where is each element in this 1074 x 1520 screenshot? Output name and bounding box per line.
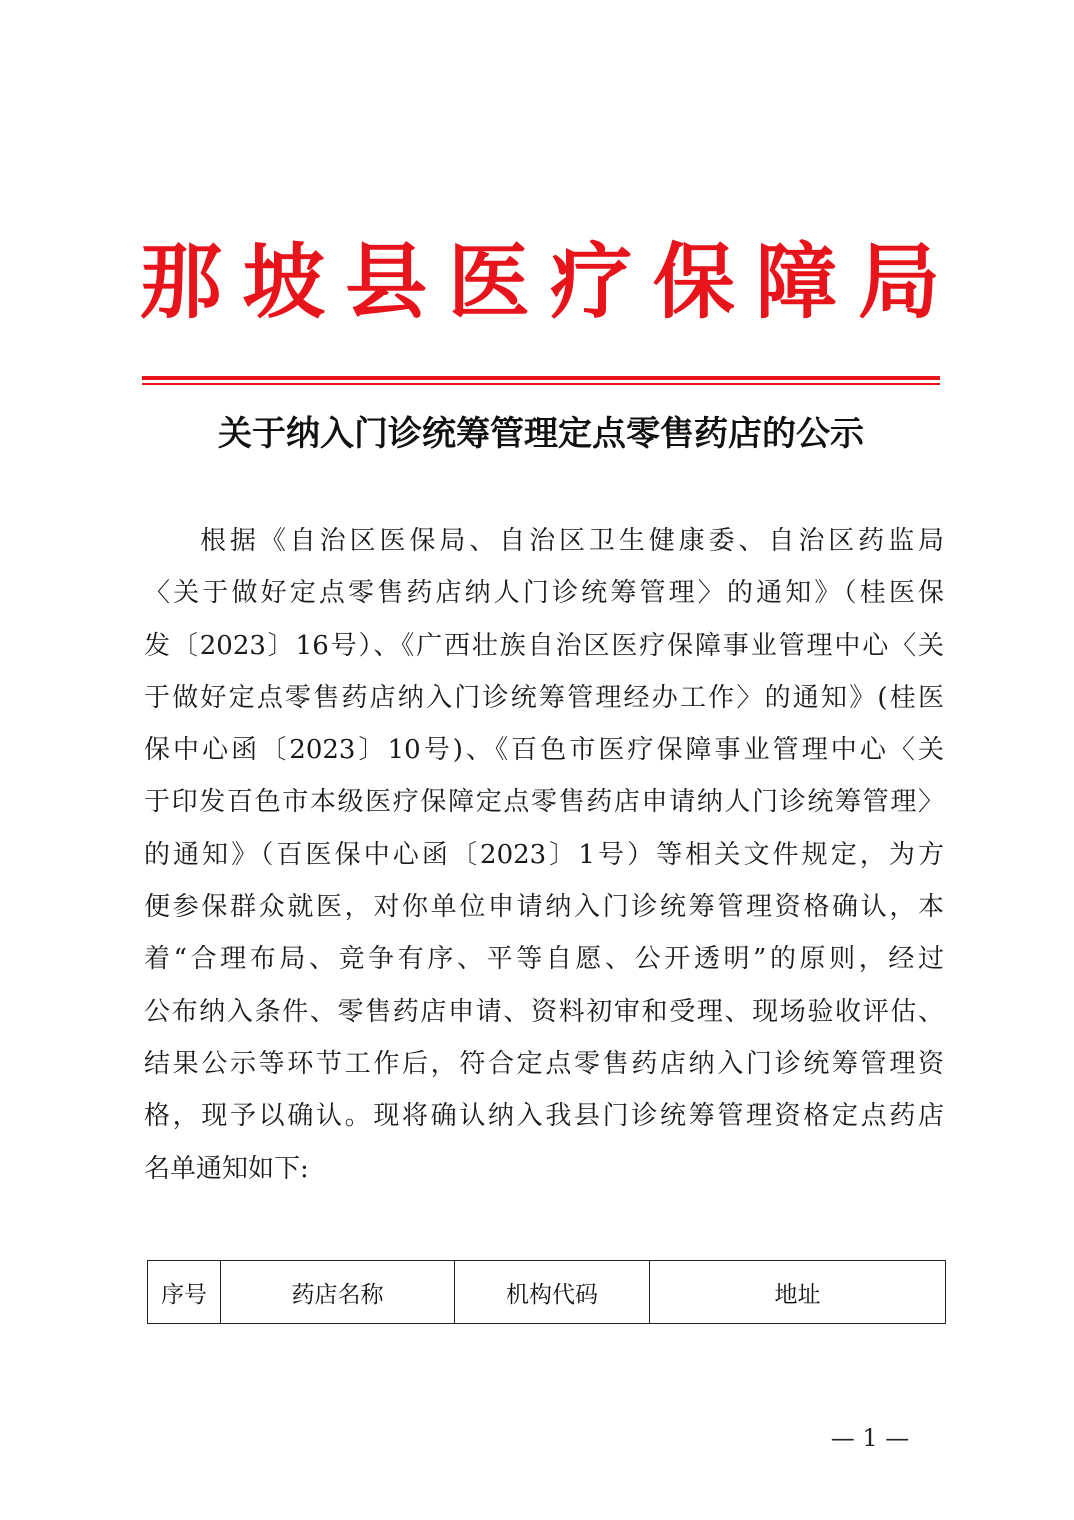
table-header-row	[148, 1261, 946, 1324]
org-title-char: 疗	[550, 234, 633, 330]
body-line: 公布纳入条件、零售药店申请、资料初审和受理、现场验收评估、	[144, 996, 944, 1027]
org-title-char: 障	[755, 234, 838, 330]
body-line: 的通知》（百医保中心函〔2023〕1号）等相关文件规定，为方	[144, 839, 944, 870]
page-number: — 1 —	[830, 1424, 910, 1452]
org-title-char: 局	[857, 234, 940, 330]
column-header-institution-code: 机构代码	[455, 1261, 650, 1324]
body-line: 保中心函〔2023〕10号)、《百色市医疗保障事业管理中心〈关	[144, 735, 944, 766]
body-line: 格，现予以确认。现将确认纳入我县门诊统筹管理资格定点药店	[144, 1101, 944, 1132]
body-line: 结果公示等环节工作后，符合定点零售药店纳入门诊统筹管理资	[144, 1048, 944, 1079]
body-line: 〈关于做好定点零售药店纳人门诊统筹管理〉的通知》（桂医保	[144, 578, 944, 609]
issuing-organization-title	[140, 232, 940, 332]
org-title-char: 县	[345, 234, 428, 330]
document-title: 关于纳入门诊统筹管理定点零售药店的公示	[218, 414, 864, 454]
body-line: 便参保群众就医，对你单位申请纳入门诊统筹管理资格确认，本	[144, 892, 944, 923]
body-line: 于做好定点零售药店纳入门诊统筹管理经办工作〉的通知》(桂医	[144, 682, 944, 713]
pharmacy-list-table	[147, 1260, 946, 1324]
body-line: 发〔2023〕16号）、《广西壮族自治区医疗保障事业管理中心〈关	[144, 630, 944, 661]
body-line: 着“合理布局、竞争有序、平等自愿、公开透明”的原则，经过	[144, 944, 944, 975]
header-divider-thin	[142, 383, 940, 385]
body-line: 根据《自治区医保局、自治区卫生健康委、自治区药监局	[200, 526, 944, 556]
org-title-char: 保	[652, 234, 735, 330]
header-divider-thick	[142, 376, 940, 380]
org-title-char: 坡	[242, 234, 325, 330]
column-header-index: 序号	[148, 1261, 221, 1324]
column-header-address: 地址	[650, 1261, 946, 1324]
body-line: 名单通知如下:	[144, 1153, 309, 1184]
document-body	[144, 515, 944, 1195]
body-line: 于印发百色市本级医疗保障定点零售药店申请纳人门诊统筹管理〉	[144, 787, 944, 818]
org-title-char: 那	[140, 234, 223, 330]
column-header-pharmacy-name: 药店名称	[221, 1261, 455, 1324]
org-title-char: 医	[447, 234, 530, 330]
